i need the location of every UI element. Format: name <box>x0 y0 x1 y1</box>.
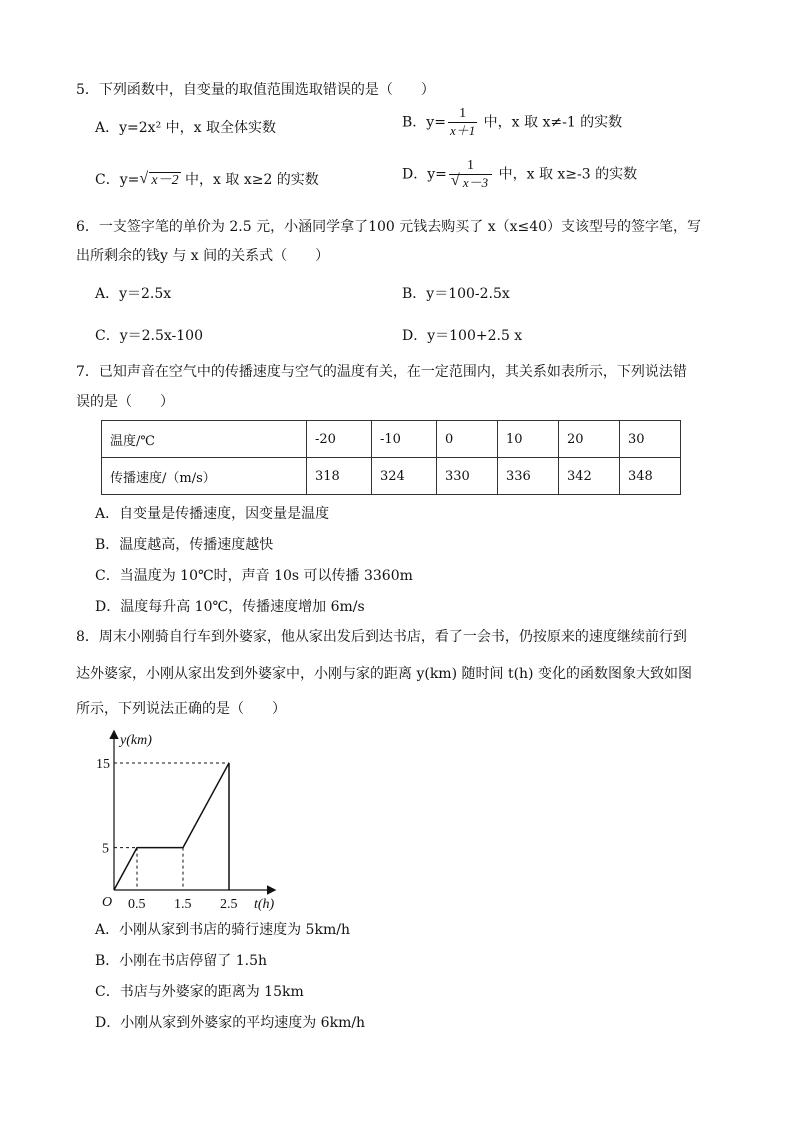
option-text: 中，x 取 x≥2 的实数 <box>180 172 319 188</box>
square-root <box>450 172 490 191</box>
q6-stem-line1: 6．一支签字笔的单价为 2.5 元，小涵同学拿了100 元钱去购买了 x（x≤40）支该型号的签字笔，写 <box>76 219 702 235</box>
option-letter: A． <box>95 120 120 136</box>
distance-time-chart <box>96 726 286 916</box>
x-tick-label: 1.5 <box>174 897 192 912</box>
table-cell: 10 <box>498 421 559 458</box>
origin-label: O <box>102 895 113 910</box>
option-letter: D． <box>402 166 428 183</box>
q8-option-c: C．书店与外婆家的距离为 15km <box>95 984 304 1000</box>
fraction <box>449 158 492 191</box>
table-cell: 0 <box>437 421 498 458</box>
x-axis-label: t(h) <box>254 897 275 912</box>
q7-stem-line1: 7．已知声音在空气中的传播速度与空气的温度有关，在一定范围内，其关系如表所示，下列说法错 <box>76 364 687 380</box>
q5-option-c <box>95 170 319 191</box>
option-letter: B． <box>402 114 427 131</box>
q5-option-d <box>402 158 637 191</box>
square-root <box>139 171 180 191</box>
table-cell: 330 <box>437 458 498 495</box>
table-cell: 30 <box>620 421 681 458</box>
q5-option-b <box>402 106 622 139</box>
option-letter: C． <box>95 172 120 188</box>
q6-option-b: B．y＝100-2.5x <box>402 286 510 302</box>
radical-sign-icon: √ <box>450 172 460 189</box>
x-tick-label: 2.5 <box>220 897 238 912</box>
q7-option-a: A．自变量是传播速度，因变量是温度 <box>95 506 330 522</box>
q5-option-a <box>95 118 276 138</box>
q7-option-b: B．温度越高，传播速度越快 <box>95 537 274 553</box>
radical-sign-icon: √ <box>139 170 149 187</box>
y-tick-label: 5 <box>102 841 109 857</box>
fraction-denominator <box>449 174 492 191</box>
table-cell: -10 <box>372 421 437 458</box>
q8-stem-line3: 所示，下列说法正确的是（ ） <box>76 701 286 717</box>
radicand: x－2 <box>151 173 179 188</box>
table-header-cell: 传播速度/（m/s） <box>102 458 307 495</box>
q8-option-b: B．小刚在书店停留了 1.5h <box>95 953 268 969</box>
q8-option-d: D．小刚从家到外婆家的平均速度为 6km/h <box>95 1015 366 1031</box>
q6-option-c: C．y＝2.5x-100 <box>95 328 203 344</box>
q5-stem: 5．下列函数中，自变量的取值范围选取错误的是（ ） <box>76 82 435 98</box>
guide-lines <box>114 763 229 890</box>
fraction-numerator: 1 <box>459 106 467 121</box>
x-tick-label: 0.5 <box>128 897 146 912</box>
q7-option-d: D．温度每升高 10℃，传播速度增加 6m/s <box>95 599 365 615</box>
table-cell: 348 <box>620 458 681 495</box>
table-cell: 342 <box>559 458 620 495</box>
table-cell: -20 <box>307 421 372 458</box>
table-header-cell: 温度/℃ <box>102 421 307 458</box>
fraction-numerator: 1 <box>467 158 475 173</box>
fraction-denominator: x＋1 <box>449 123 476 138</box>
option-lead: y= <box>427 166 447 183</box>
q6-option-d: D．y＝100+2.5 x <box>402 328 523 344</box>
y-tick-label: 15 <box>96 756 110 772</box>
table-cell: 336 <box>498 458 559 495</box>
table-cell: 324 <box>372 458 437 495</box>
q6-stem-line2: 出所剩余的钱y 与 x 间的关系式（ ） <box>76 248 330 264</box>
fraction <box>448 106 477 139</box>
tick-labels <box>96 757 238 912</box>
table-row <box>102 458 681 495</box>
option-text: y=2x² 中，x 取全体实数 <box>119 120 276 136</box>
series-line <box>114 763 229 890</box>
y-axis-label: y(km) <box>120 733 152 748</box>
table-row <box>102 421 681 458</box>
q7-option-c: C．当温度为 10℃时，声音 10s 可以传播 3360m <box>95 568 413 584</box>
table-cell: 20 <box>559 421 620 458</box>
q8-stem-line2: 达外婆家，小刚从家出发到外婆家中，小刚与家的距离 y(km) 随时间 t(h) 变化的函数图象大致如图 <box>76 666 692 682</box>
q8-stem-line1: 8．周末小刚骑自行车到外婆家，他从家出发后到达书店，看了一会书，仍按原来的速度继续前行到 <box>76 629 687 645</box>
option-text: 中，x 取 x≥-3 的实数 <box>494 166 638 183</box>
speed-temperature-table <box>101 420 681 495</box>
table-cell: 318 <box>307 458 372 495</box>
q7-stem-line2: 误的是（ ） <box>76 394 174 410</box>
option-lead: y= <box>426 114 446 131</box>
option-lead: y= <box>119 172 140 188</box>
radicand: x－3 <box>462 175 489 190</box>
q6-option-a: A．y＝2.5x <box>95 286 172 302</box>
q8-option-a: A．小刚从家到书店的骑行速度为 5km/h <box>95 922 350 938</box>
option-text: 中，x 取 x≠-1 的实数 <box>479 114 623 131</box>
